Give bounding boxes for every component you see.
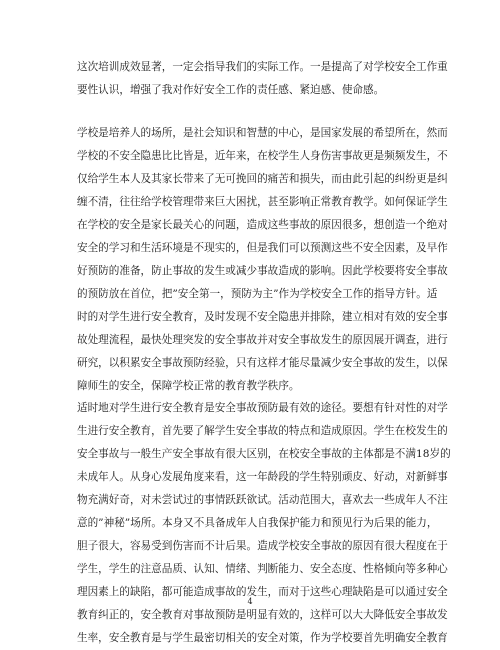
paragraph	[77, 56, 448, 102]
text-line: 物充满好奇，对未尝试过的事情跃跃欲试。活动范围大，喜欢去一些成年人不注	[77, 494, 448, 506]
paragraph	[77, 122, 448, 398]
text-line: 安全的学习和生活环境是不现实的，但是我们可以预测这些不安全因素，及早作	[77, 242, 448, 254]
text-line: 生进行安全教育，首先要了解学生安全事故的特点和造成原因。学生在校发生的	[77, 425, 448, 437]
text-line: 教育纠正的，安全教育对事故预防是明显有效的，这样可以大大降低安全事故发	[77, 609, 448, 621]
text-line: 胆子很大，容易受到伤害而不计后果。造成学校安全事故的原因有很大程度在于	[77, 540, 448, 552]
page-number: 4	[247, 597, 253, 606]
text-line: 的预防放在首位，把”安全第一，预防为主”作为学校安全工作的指导方针。适	[77, 288, 438, 300]
text-line: 未成年人。从身心发展角度来看，这一年龄段的学生特别顽皮、好动，对新鲜事	[77, 471, 448, 483]
text-line: 意的”神秘”场所。本身又不具备成年人自我保护能力和预见行为后果的能力，	[77, 517, 438, 529]
text-line: 生率，安全教育是与学生最密切相关的安全对策，作为学校要首先明确安全教育	[77, 632, 448, 644]
text-line: 障师生的安全，保障学校正常的教育教学秩序。	[77, 380, 300, 392]
text-line: 时的对学生进行安全教育，及时发现不安全隐患并排除，建立相对有效的安全事	[77, 311, 448, 323]
text-line: 学校的不安全隐患比比皆是，近年来，在校学生人身伤害事故更是频频发生，不	[77, 150, 448, 162]
text-line: 故处理流程，最快处理突发的安全事故并对安全事故发生的原因展开调查，进行	[77, 334, 448, 346]
text-line: 仅给学生本人及其家长带来了无可挽回的痛苦和损失，而由此引起的纠纷更是纠	[77, 173, 448, 185]
text-line: 这次培训成效显著，一定会指导我们的实际工作。一是提高了对学校安全工作重	[77, 61, 448, 73]
text-line: 好预防的准备，防止事故的发生或减少事故造成的影响。因此学校要将安全事故	[77, 265, 448, 277]
text-line: 适时地对学生进行安全教育是安全事故预防最有效的途径。要想有针对性的对学	[77, 402, 448, 414]
text-line: 研究，以积累安全事故预防经验，只有这样才能尽量减少安全事故的发生，以保	[77, 357, 448, 369]
text-line: 要性认识，增强了我对作好安全工作的责任感、紧迫感、使命感。	[77, 84, 385, 96]
text-line: 理因素上的缺陷，都可能造成事故的发生，而对于这些心理缺陷是可以通过安全	[77, 586, 448, 598]
text-line: 学生，学生的注意品质、认知、情绪、判断能力、安全态度、性格倾向等多种心	[77, 563, 448, 575]
text-line: 学校是培养人的场所，是社会知识和智慧的中心，是国家发展的希望所在，然而	[77, 127, 448, 139]
text-line: 安全事故与一般生产安全事故有很大区别，在校安全事故的主体都是不满18岁的	[77, 448, 451, 460]
text-line: 在学校的安全是家长最关心的问题，造成这些事故的原因很多，想创造一个绝对	[77, 219, 448, 231]
text-line: 缠不清，往往给学校管理带来巨大困扰，甚至影响正常教育教学。如何保证学生	[77, 196, 448, 208]
paragraph	[77, 397, 451, 650]
